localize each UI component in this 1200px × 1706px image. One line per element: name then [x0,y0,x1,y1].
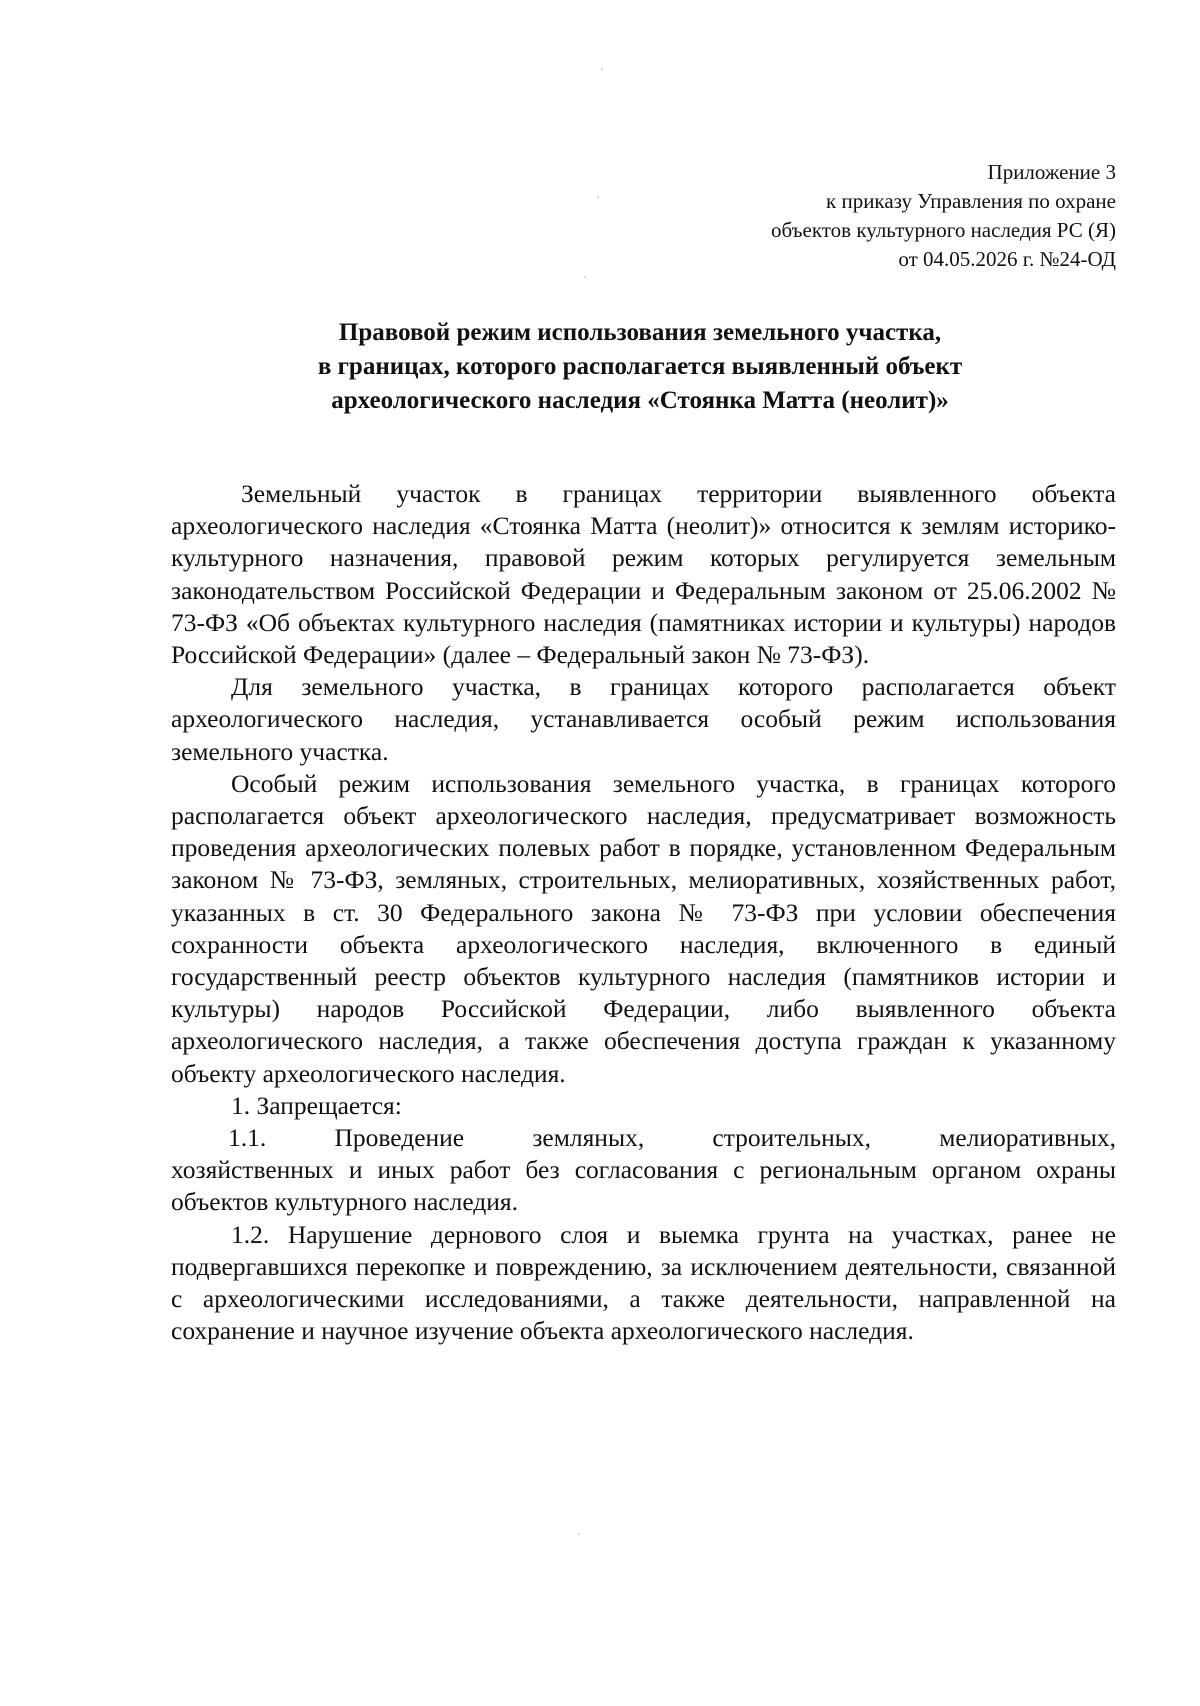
title-line: археологического наследия «Стоянка Матта (неолит)» [331,387,949,414]
appendix-issuer: объектов культурного наследия РС (Я) [771,218,1116,242]
item-word: мелиоративных, [939,1123,1116,1153]
item-word: Проведение [334,1123,465,1153]
paragraph-special-regime: Для земельного участка, в границах которого располагается объект археологического наследия, устанавливается особый режим использования земельного участка. [171,672,1116,766]
list-item-continuation: хозяйственных и иных работ без согласования с региональным органом охраны объектов культурного наследия. [171,1155,1116,1217]
appendix-reference [616,158,1116,274]
item-word: земляных, [532,1123,645,1153]
appendix-order-ref: к приказу Управления по охране [826,189,1116,213]
document-body [171,478,1116,1347]
list-item-1-2: 1.2. Нарушение дернового слоя и выемка грунта на участках, ранее не подвергавшихся перекопке и повреждению, за исключением деятельности, связанной с археологическими исследованиями, а также деятельности, направленной на сохранение и научное изучение объекта археологического наследия. [171,1219,1116,1346]
scan-speck [578,1533,580,1535]
title-line: Правовой режим использования земельного участка, [338,319,942,346]
title-line: в границах, которого располагается выявленный объект [317,353,963,380]
item-word: строительных, [712,1123,872,1153]
paragraph-regime-details: Особый режим использования земельного участка, в границах которого располагается объект археологического наследия, предусматривает возможность проведения археологических полевых работ в порядке, установленном Федеральным законом № 73-ФЗ, земляных, строительных, мелиоративных, хозяйственных работ, указанных в ст. 30 Федерального закона № 73-ФЗ при условии обеспечения сохранности объекта археологического наследия, включенного в единый государственный реестр объектов культурного наследия (памятников истории и культуры) народов Российской Федерации, либо выявленного объекта археологического наследия, а также обеспечения доступа граждан к указанному объекту археологического наследия. [171,768,1116,1088]
list-item-1-1 [171,1122,1116,1219]
prohibited-heading: 1. Запрещается: [231,1090,402,1120]
scan-speck [584,276,586,278]
appendix-number: Приложение 3 [987,160,1116,184]
item-number: 1.1. [228,1123,267,1153]
paragraph-land-category: Земельный участок в границах территории выявленного объекта археологического наследия «Стоянка Матта (неолит)» относится к землям историко-культурного назначения, правовой режим которых регулируется земельным законодательством Российской Федерации и Федеральным законом от 25.06.2002 № 73-ФЗ «Об объектах культурного наследия (памятниках истории и культуры) народов Российской Федерации» (далее – Федеральный закон № 73-ФЗ). [171,479,1116,670]
appendix-date-number: от 04.05.2026 г. №24-ОД [898,247,1116,271]
list-item-first-line [171,1122,1116,1154]
scan-speck [597,196,599,198]
document-title [170,316,1110,418]
scan-speck [601,68,603,70]
